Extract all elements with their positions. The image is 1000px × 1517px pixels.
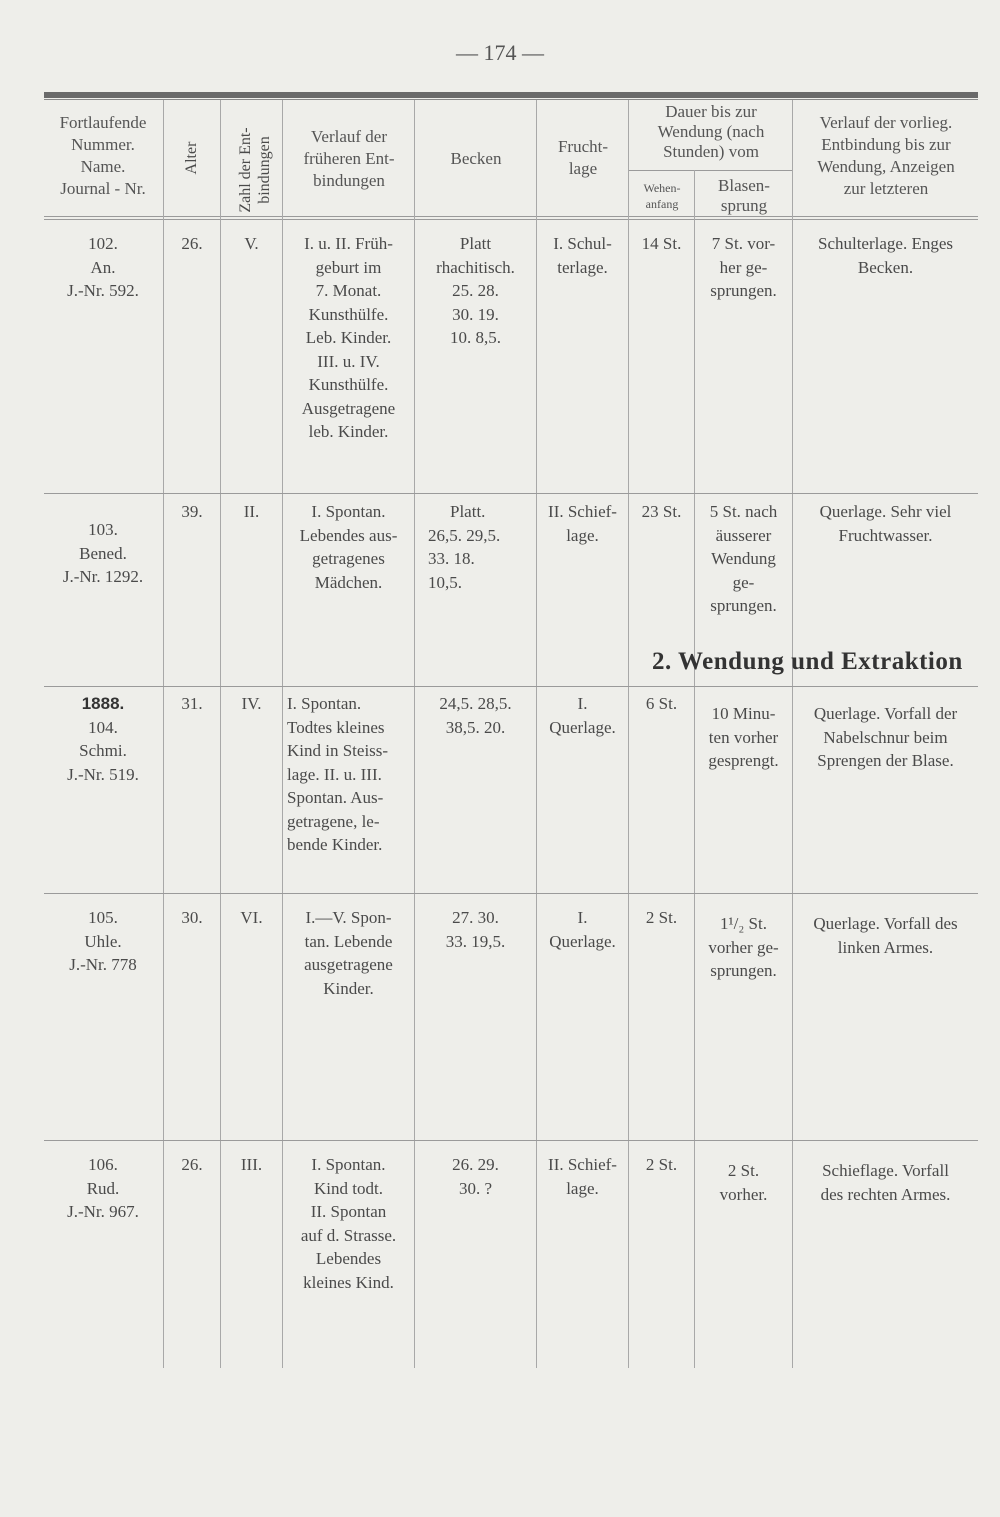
- header-dauer: Dauer bis zur Wendung (nach Stunden) vom: [657, 102, 765, 161]
- header-verlauf-vorlieg: Verlauf der vorlieg. Entbindung bis zur Wendung, Anzeigen zur letzteren: [817, 113, 955, 198]
- row-zahl: IV.: [241, 694, 262, 713]
- row-id: 106. Rud. J.-Nr. 967.: [67, 1155, 139, 1221]
- row-fruchtlage: II. Schief- lage.: [548, 502, 617, 545]
- row-alter: 26.: [181, 234, 203, 253]
- col-line-6: [628, 100, 629, 1368]
- table-top-rule-thin: [44, 99, 978, 100]
- header-alter: Alter: [183, 141, 200, 175]
- row-id: 102. An. J.-Nr. 592.: [67, 234, 139, 300]
- row-id: 105. Uhle. J.-Nr. 778: [69, 908, 137, 974]
- row-zahl: II.: [243, 502, 260, 521]
- header-zahl: Zahl der Ent- bindungen: [237, 127, 273, 213]
- row-blasensprung: 1¹/₂ St. vorher ge- sprungen.: [708, 914, 779, 980]
- row-wehenanfang: 6 St.: [645, 694, 678, 713]
- row-verlauf: I.—V. Spon- tan. Lebende ausgetragene Kinder.: [304, 908, 393, 998]
- row-separator: [44, 493, 978, 494]
- row-fruchtlage: II. Schief- lage.: [548, 1155, 617, 1198]
- header-bottom-rule: [44, 216, 978, 217]
- row-fruchtlage: I. Querlage.: [549, 694, 616, 737]
- row-alter: 26.: [181, 1155, 203, 1174]
- row-separator: [44, 686, 978, 687]
- row-verlauf-vorlieg: Querlage. Vorfall der Nabelschnur beim Sprengen der Blase.: [813, 704, 958, 770]
- row-separator: [44, 1140, 978, 1141]
- row-verlauf: I. Spontan. Todtes kleines Kind in Steiss- lage. II. u. III. Spontan. Aus- getragene, le- bende Kinder.: [287, 694, 389, 854]
- row-wehenanfang: 2 St.: [645, 1155, 678, 1174]
- row-blasensprung: 10 Minu- ten vorher gesprengt.: [708, 704, 779, 770]
- row-blasensprung: 2 St. vorher.: [719, 1161, 768, 1204]
- row-wehenanfang: 23 St.: [641, 502, 682, 521]
- row-becken: 27. 30. 33. 19,5.: [445, 908, 506, 951]
- row-becken: 26. 29. 30. ?: [452, 1155, 499, 1198]
- row-id: 103. Bened. J.-Nr. 1292.: [62, 520, 144, 586]
- row-verlauf: I. Spontan. Kind todt. II. Spontan auf d. Strasse. Lebendes kleines Kind.: [300, 1155, 397, 1292]
- row-verlauf-vorlieg: Schulterlage. Enges Becken.: [817, 234, 953, 277]
- row-zahl: III.: [240, 1155, 263, 1174]
- row-fruchtlage: I. Querlage.: [549, 908, 616, 951]
- row-verlauf-vorlieg: Schieflage. Vorfall des rechten Armes.: [820, 1161, 951, 1204]
- section-title: 2. Wendung und Extraktion: [652, 648, 963, 675]
- page-number: — 174 —: [456, 40, 544, 65]
- row-blasensprung: 5 St. nach äusserer Wendung ge- sprungen.: [709, 502, 778, 615]
- row-verlauf-vorlieg: Querlage. Sehr viel Fruchtwasser.: [819, 502, 952, 545]
- row-wehenanfang: 2 St.: [645, 908, 678, 927]
- header-wehenanfang: Wehen- anfang: [643, 181, 681, 211]
- row-fruchtlage: I. Schul- terlage.: [553, 234, 612, 277]
- row-verlauf-vorlieg: Querlage. Vorfall des linken Armes.: [813, 914, 958, 957]
- row-zahl: V.: [244, 234, 259, 253]
- row-year: 1888.: [81, 694, 125, 713]
- row-zahl: VI.: [240, 908, 263, 927]
- row-blasensprung: 7 St. vor- her ge- sprungen.: [710, 234, 777, 300]
- header-becken: Becken: [450, 149, 502, 168]
- dauer-sub-rule: [628, 170, 792, 171]
- row-becken: Platt. 26,5. 29,5. 33. 18. 10,5.: [428, 502, 501, 592]
- header-bottom-rule-2: [44, 219, 978, 220]
- header-fruchtlage: Frucht- lage: [557, 137, 609, 178]
- header-blasensprung: Blasen- sprung: [718, 176, 770, 215]
- row-verlauf: I. u. II. Früh- geburt im 7. Monat. Kunsthülfe. Leb. Kinder. III. u. IV. Kunsthülfe. Ausgetragene leb. Kinder.: [301, 234, 396, 441]
- row-id: 1888. 104. Schmi. J.-Nr. 519.: [44, 692, 162, 786]
- row-wehenanfang: 14 St.: [641, 234, 682, 253]
- row-alter: 39.: [181, 502, 203, 521]
- row-separator: [44, 893, 978, 894]
- row-alter: 30.: [181, 908, 203, 927]
- col-line-1: [163, 100, 164, 1368]
- header-fortlaufende: Fortlaufende Nummer. Name. Journal - Nr.: [59, 113, 147, 198]
- row-becken: 24,5. 28,5. 38,5. 20.: [439, 694, 512, 737]
- header-verlauf: Verlauf der früheren Ent- bindungen: [303, 127, 395, 190]
- col-line-2: [220, 100, 221, 1368]
- row-verlauf: I. Spontan. Lebendes aus- getragenes Mädchen.: [299, 502, 398, 592]
- row-becken: Platt rhachitisch. 25. 28. 30. 19. 10. 8,5.: [436, 234, 515, 347]
- row-alter: 31.: [181, 694, 203, 713]
- table-top-rule: [44, 92, 978, 98]
